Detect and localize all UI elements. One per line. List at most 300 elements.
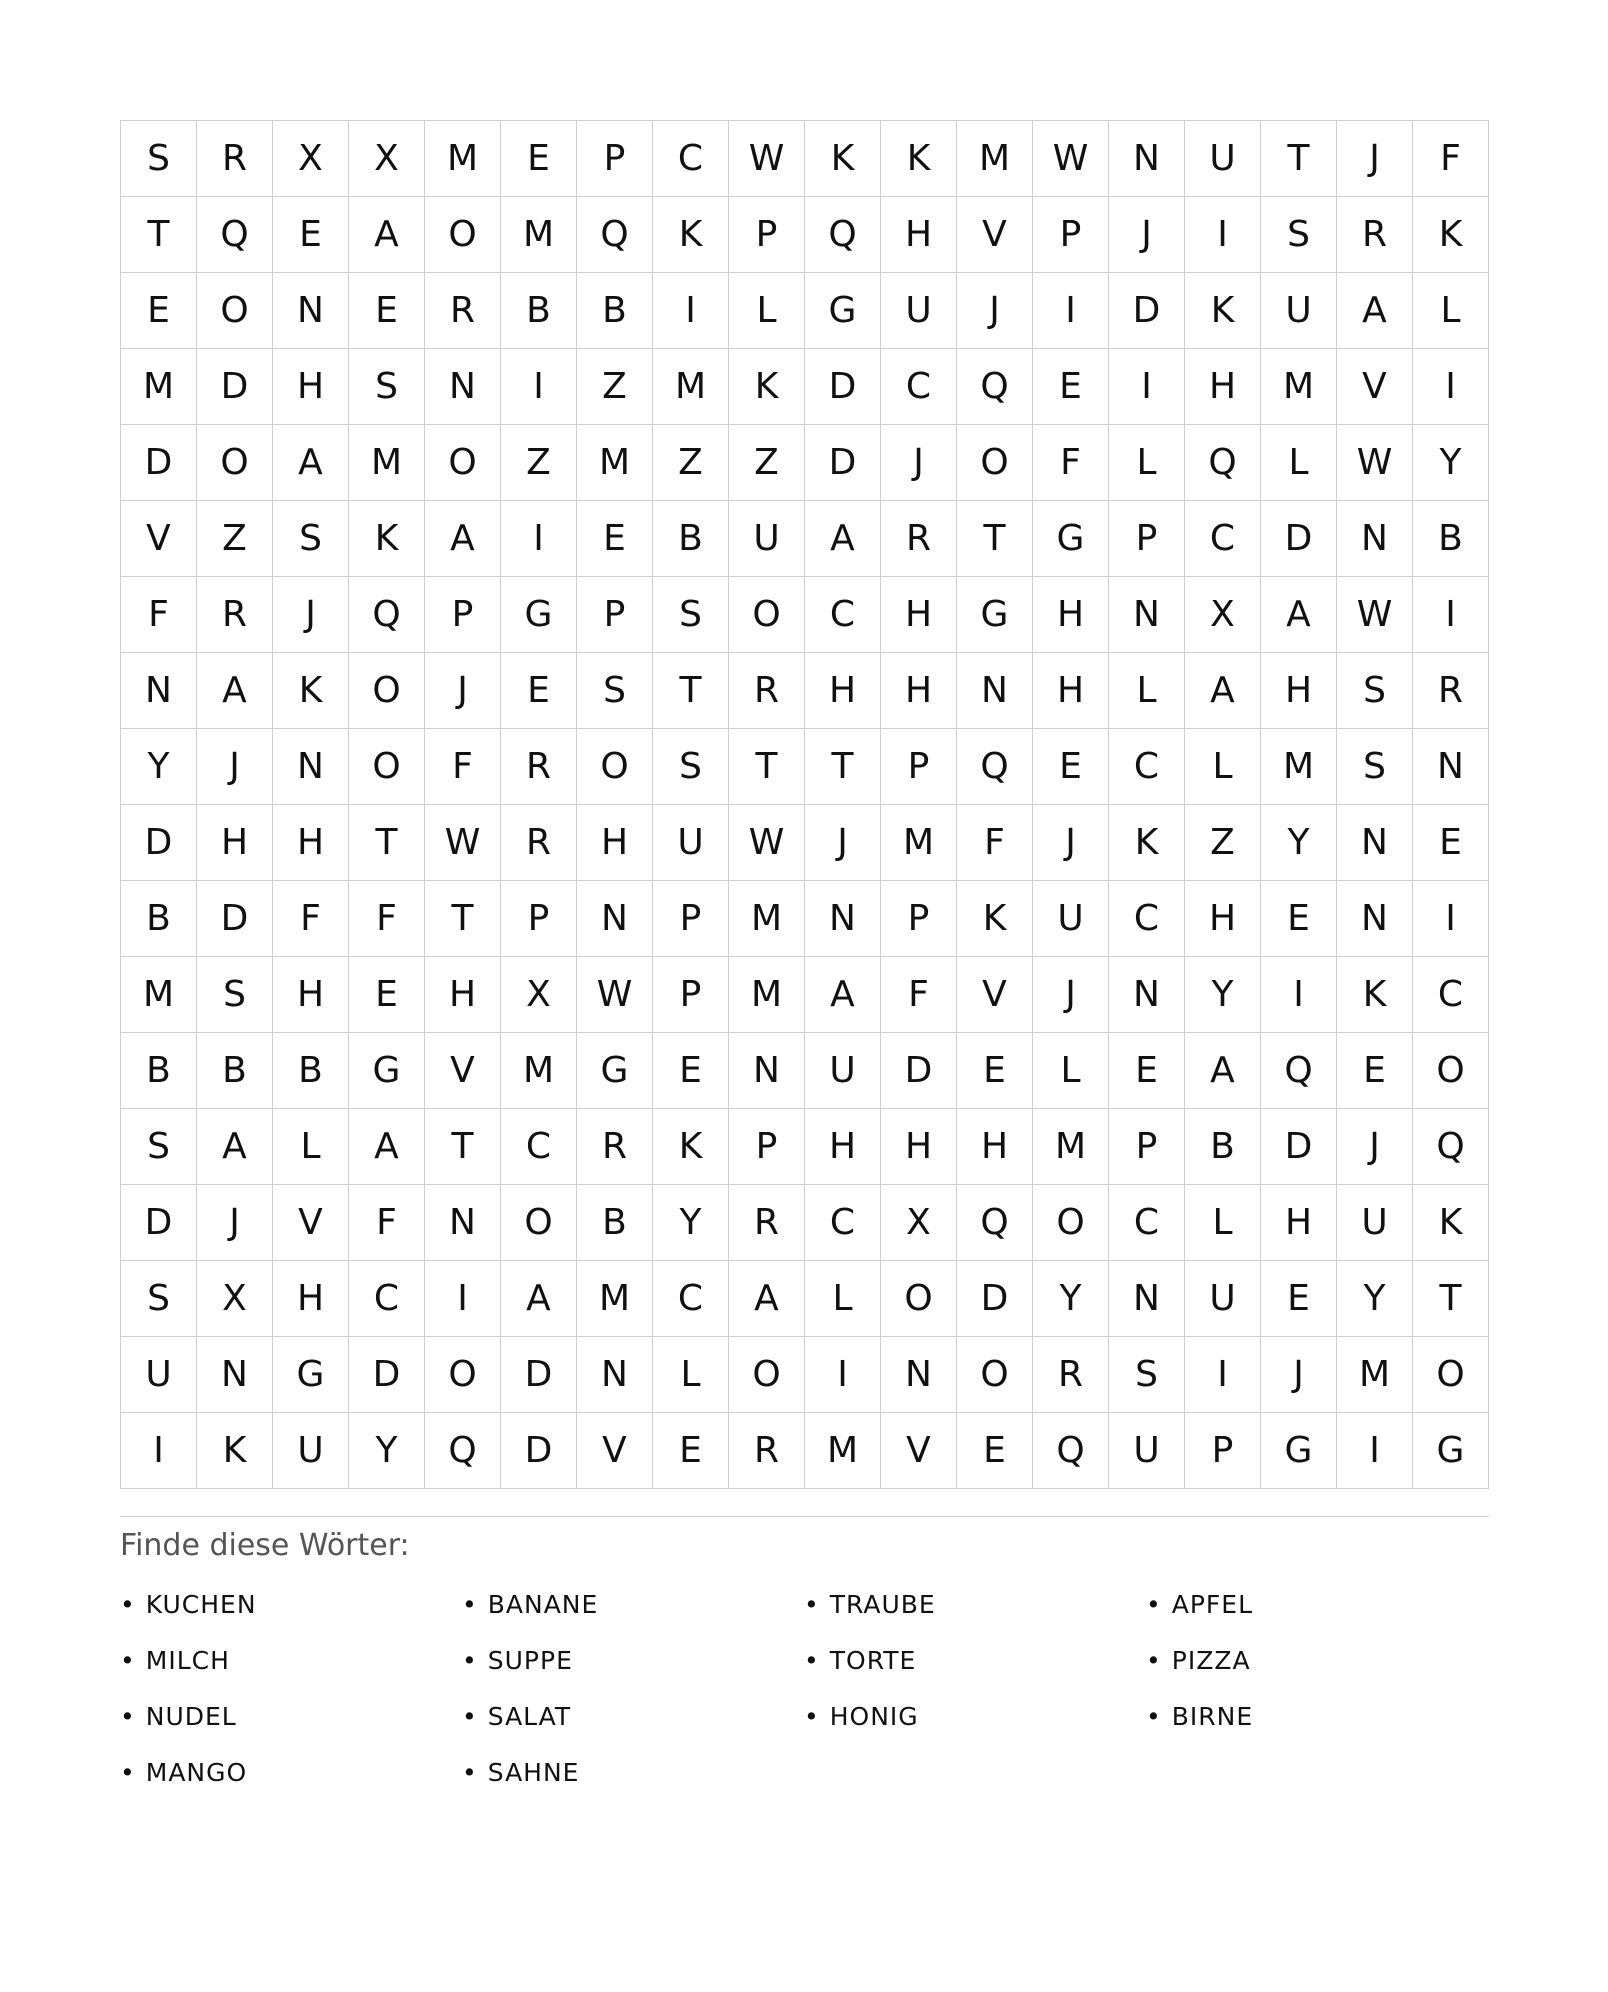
grid-cell[interactable]: Y — [1261, 805, 1337, 881]
grid-cell[interactable]: E — [653, 1033, 729, 1109]
grid-cell[interactable]: K — [197, 1413, 273, 1489]
grid-cell[interactable]: T — [349, 805, 425, 881]
grid-cell[interactable]: I — [1413, 577, 1489, 653]
grid-cell[interactable]: U — [1261, 273, 1337, 349]
grid-cell[interactable]: W — [1337, 577, 1413, 653]
grid-cell[interactable]: S — [1261, 197, 1337, 273]
grid-cell[interactable]: R — [425, 273, 501, 349]
grid-cell[interactable]: B — [577, 273, 653, 349]
grid-cell[interactable]: F — [121, 577, 197, 653]
grid-cell[interactable]: W — [425, 805, 501, 881]
grid-cell[interactable]: G — [1261, 1413, 1337, 1489]
grid-cell[interactable]: B — [273, 1033, 349, 1109]
grid-cell[interactable]: W — [1337, 425, 1413, 501]
grid-cell[interactable]: B — [121, 1033, 197, 1109]
grid-cell[interactable]: J — [881, 425, 957, 501]
grid-cell[interactable]: D — [1261, 501, 1337, 577]
grid-cell[interactable]: W — [577, 957, 653, 1033]
grid-cell[interactable]: G — [1413, 1413, 1489, 1489]
grid-cell[interactable]: F — [1413, 121, 1489, 197]
grid-cell[interactable]: Z — [577, 349, 653, 425]
grid-cell[interactable]: K — [653, 197, 729, 273]
grid-cell[interactable]: S — [1109, 1337, 1185, 1413]
grid-cell[interactable]: I — [501, 349, 577, 425]
grid-cell[interactable]: C — [653, 1261, 729, 1337]
grid-cell[interactable]: M — [729, 881, 805, 957]
grid-cell[interactable]: I — [1413, 349, 1489, 425]
grid-cell[interactable]: O — [729, 1337, 805, 1413]
grid-cell[interactable]: E — [577, 501, 653, 577]
grid-cell[interactable]: H — [1033, 577, 1109, 653]
grid-cell[interactable]: W — [729, 805, 805, 881]
grid-cell[interactable]: Q — [425, 1413, 501, 1489]
grid-cell[interactable]: I — [805, 1337, 881, 1413]
grid-cell[interactable]: N — [577, 1337, 653, 1413]
grid-cell[interactable]: N — [273, 729, 349, 805]
grid-cell[interactable]: K — [957, 881, 1033, 957]
grid-cell[interactable]: J — [1033, 957, 1109, 1033]
grid-cell[interactable]: F — [349, 1185, 425, 1261]
grid-cell[interactable]: I — [425, 1261, 501, 1337]
grid-cell[interactable]: L — [273, 1109, 349, 1185]
grid-cell[interactable]: Z — [501, 425, 577, 501]
grid-cell[interactable]: A — [273, 425, 349, 501]
grid-cell[interactable]: U — [1185, 1261, 1261, 1337]
grid-cell[interactable]: K — [1337, 957, 1413, 1033]
grid-cell[interactable]: H — [273, 349, 349, 425]
grid-cell[interactable]: D — [501, 1413, 577, 1489]
grid-cell[interactable]: C — [805, 577, 881, 653]
grid-cell[interactable]: N — [273, 273, 349, 349]
grid-cell[interactable]: K — [1413, 197, 1489, 273]
grid-cell[interactable]: V — [881, 1413, 957, 1489]
grid-cell[interactable]: R — [881, 501, 957, 577]
grid-cell[interactable]: I — [1261, 957, 1337, 1033]
grid-cell[interactable]: H — [197, 805, 273, 881]
grid-cell[interactable]: F — [957, 805, 1033, 881]
grid-cell[interactable]: E — [273, 197, 349, 273]
grid-cell[interactable]: S — [1337, 653, 1413, 729]
grid-cell[interactable]: P — [1033, 197, 1109, 273]
grid-cell[interactable]: V — [577, 1413, 653, 1489]
grid-cell[interactable]: T — [957, 501, 1033, 577]
grid-cell[interactable]: Q — [957, 349, 1033, 425]
grid-cell[interactable]: R — [197, 577, 273, 653]
grid-cell[interactable]: O — [1413, 1033, 1489, 1109]
grid-cell[interactable]: H — [273, 957, 349, 1033]
grid-cell[interactable]: D — [957, 1261, 1033, 1337]
grid-cell[interactable]: G — [957, 577, 1033, 653]
grid-cell[interactable]: S — [197, 957, 273, 1033]
grid-cell[interactable]: I — [121, 1413, 197, 1489]
grid-cell[interactable]: F — [425, 729, 501, 805]
grid-cell[interactable]: N — [957, 653, 1033, 729]
grid-cell[interactable]: B — [653, 501, 729, 577]
grid-cell[interactable]: C — [1185, 501, 1261, 577]
grid-cell[interactable]: A — [501, 1261, 577, 1337]
grid-cell[interactable]: R — [577, 1109, 653, 1185]
grid-cell[interactable]: H — [805, 653, 881, 729]
grid-cell[interactable]: G — [805, 273, 881, 349]
grid-cell[interactable]: N — [425, 1185, 501, 1261]
grid-cell[interactable]: P — [501, 881, 577, 957]
grid-cell[interactable]: J — [425, 653, 501, 729]
grid-cell[interactable]: A — [197, 653, 273, 729]
grid-cell[interactable]: P — [1109, 1109, 1185, 1185]
grid-cell[interactable]: B — [1413, 501, 1489, 577]
grid-cell[interactable]: X — [1185, 577, 1261, 653]
grid-cell[interactable]: S — [653, 729, 729, 805]
grid-cell[interactable]: N — [1109, 1261, 1185, 1337]
grid-cell[interactable]: L — [1185, 1185, 1261, 1261]
grid-cell[interactable]: H — [1261, 653, 1337, 729]
grid-cell[interactable]: Q — [957, 729, 1033, 805]
grid-cell[interactable]: M — [1261, 729, 1337, 805]
grid-cell[interactable]: V — [273, 1185, 349, 1261]
grid-cell[interactable]: P — [577, 577, 653, 653]
grid-cell[interactable]: O — [197, 273, 273, 349]
grid-cell[interactable]: Q — [1033, 1413, 1109, 1489]
grid-cell[interactable]: A — [1185, 653, 1261, 729]
grid-cell[interactable]: M — [501, 197, 577, 273]
grid-cell[interactable]: Q — [197, 197, 273, 273]
grid-cell[interactable]: H — [1033, 653, 1109, 729]
grid-cell[interactable]: M — [805, 1413, 881, 1489]
grid-cell[interactable]: O — [881, 1261, 957, 1337]
grid-cell[interactable]: C — [1413, 957, 1489, 1033]
grid-cell[interactable]: M — [425, 121, 501, 197]
grid-cell[interactable]: E — [1337, 1033, 1413, 1109]
grid-cell[interactable]: P — [881, 881, 957, 957]
grid-cell[interactable]: M — [1337, 1337, 1413, 1413]
grid-cell[interactable]: E — [653, 1413, 729, 1489]
grid-cell[interactable]: U — [1337, 1185, 1413, 1261]
grid-cell[interactable]: S — [1337, 729, 1413, 805]
grid-cell[interactable]: E — [501, 653, 577, 729]
grid-cell[interactable]: M — [1033, 1109, 1109, 1185]
grid-cell[interactable]: L — [729, 273, 805, 349]
grid-cell[interactable]: H — [881, 653, 957, 729]
grid-cell[interactable]: Q — [957, 1185, 1033, 1261]
grid-cell[interactable]: E — [121, 273, 197, 349]
grid-cell[interactable]: N — [121, 653, 197, 729]
grid-cell[interactable]: P — [729, 1109, 805, 1185]
grid-cell[interactable]: D — [1109, 273, 1185, 349]
grid-cell[interactable]: X — [501, 957, 577, 1033]
grid-cell[interactable]: I — [653, 273, 729, 349]
grid-cell[interactable]: W — [1033, 121, 1109, 197]
grid-cell[interactable]: J — [1033, 805, 1109, 881]
grid-cell[interactable]: E — [501, 121, 577, 197]
grid-cell[interactable]: K — [729, 349, 805, 425]
grid-cell[interactable]: Q — [1261, 1033, 1337, 1109]
grid-cell[interactable]: B — [1185, 1109, 1261, 1185]
grid-cell[interactable]: N — [1337, 881, 1413, 957]
grid-cell[interactable]: O — [957, 425, 1033, 501]
grid-cell[interactable]: T — [1261, 121, 1337, 197]
grid-cell[interactable]: O — [349, 653, 425, 729]
grid-cell[interactable]: G — [1033, 501, 1109, 577]
grid-cell[interactable]: L — [1413, 273, 1489, 349]
grid-cell[interactable]: J — [1337, 121, 1413, 197]
grid-cell[interactable]: L — [1109, 653, 1185, 729]
grid-cell[interactable]: P — [653, 881, 729, 957]
grid-cell[interactable]: E — [1109, 1033, 1185, 1109]
grid-cell[interactable]: P — [881, 729, 957, 805]
grid-cell[interactable]: V — [1337, 349, 1413, 425]
grid-cell[interactable]: L — [1109, 425, 1185, 501]
grid-cell[interactable]: S — [653, 577, 729, 653]
grid-cell[interactable]: J — [197, 729, 273, 805]
grid-cell[interactable]: H — [577, 805, 653, 881]
grid-cell[interactable]: Y — [1185, 957, 1261, 1033]
grid-cell[interactable]: S — [121, 121, 197, 197]
grid-cell[interactable]: G — [577, 1033, 653, 1109]
grid-cell[interactable]: R — [197, 121, 273, 197]
grid-cell[interactable]: H — [425, 957, 501, 1033]
grid-cell[interactable]: I — [1413, 881, 1489, 957]
grid-cell[interactable]: E — [957, 1033, 1033, 1109]
grid-cell[interactable]: C — [349, 1261, 425, 1337]
grid-cell[interactable]: U — [1109, 1413, 1185, 1489]
grid-cell[interactable]: H — [1261, 1185, 1337, 1261]
grid-cell[interactable]: S — [121, 1109, 197, 1185]
grid-cell[interactable]: H — [957, 1109, 1033, 1185]
grid-cell[interactable]: K — [805, 121, 881, 197]
grid-cell[interactable]: L — [1185, 729, 1261, 805]
grid-cell[interactable]: O — [425, 197, 501, 273]
grid-cell[interactable]: A — [425, 501, 501, 577]
grid-cell[interactable]: H — [805, 1109, 881, 1185]
grid-cell[interactable]: K — [1413, 1185, 1489, 1261]
grid-cell[interactable]: O — [425, 425, 501, 501]
grid-cell[interactable]: H — [881, 1109, 957, 1185]
grid-cell[interactable]: O — [1033, 1185, 1109, 1261]
grid-cell[interactable]: O — [501, 1185, 577, 1261]
grid-cell[interactable]: P — [653, 957, 729, 1033]
grid-cell[interactable]: E — [349, 957, 425, 1033]
grid-cell[interactable]: U — [805, 1033, 881, 1109]
grid-cell[interactable]: U — [1033, 881, 1109, 957]
grid-cell[interactable]: H — [273, 1261, 349, 1337]
grid-cell[interactable]: Z — [197, 501, 273, 577]
grid-cell[interactable]: B — [197, 1033, 273, 1109]
grid-cell[interactable]: C — [501, 1109, 577, 1185]
grid-cell[interactable]: Y — [1033, 1261, 1109, 1337]
grid-cell[interactable]: Z — [653, 425, 729, 501]
grid-cell[interactable]: Y — [1413, 425, 1489, 501]
grid-cell[interactable]: I — [1185, 1337, 1261, 1413]
grid-cell[interactable]: D — [197, 349, 273, 425]
grid-cell[interactable]: V — [425, 1033, 501, 1109]
grid-cell[interactable]: A — [1261, 577, 1337, 653]
grid-cell[interactable]: C — [881, 349, 957, 425]
grid-cell[interactable]: A — [729, 1261, 805, 1337]
grid-cell[interactable]: F — [881, 957, 957, 1033]
grid-cell[interactable]: I — [1033, 273, 1109, 349]
grid-cell[interactable]: Y — [653, 1185, 729, 1261]
grid-cell[interactable]: R — [1413, 653, 1489, 729]
grid-cell[interactable]: D — [197, 881, 273, 957]
grid-cell[interactable]: D — [121, 1185, 197, 1261]
grid-cell[interactable]: R — [729, 1185, 805, 1261]
grid-cell[interactable]: K — [1109, 805, 1185, 881]
grid-cell[interactable]: F — [1033, 425, 1109, 501]
grid-cell[interactable]: T — [1413, 1261, 1489, 1337]
grid-cell[interactable]: M — [121, 957, 197, 1033]
grid-cell[interactable]: P — [577, 121, 653, 197]
grid-cell[interactable]: G — [349, 1033, 425, 1109]
grid-cell[interactable]: C — [1109, 1185, 1185, 1261]
grid-cell[interactable]: P — [1185, 1413, 1261, 1489]
grid-cell[interactable]: M — [577, 1261, 653, 1337]
grid-cell[interactable]: V — [121, 501, 197, 577]
grid-cell[interactable]: Q — [805, 197, 881, 273]
grid-cell[interactable]: A — [1185, 1033, 1261, 1109]
grid-cell[interactable]: U — [881, 273, 957, 349]
grid-cell[interactable]: B — [577, 1185, 653, 1261]
grid-cell[interactable]: M — [881, 805, 957, 881]
grid-cell[interactable]: M — [349, 425, 425, 501]
grid-cell[interactable]: O — [957, 1337, 1033, 1413]
grid-cell[interactable]: N — [1109, 121, 1185, 197]
grid-cell[interactable]: D — [121, 805, 197, 881]
grid-cell[interactable]: N — [1337, 501, 1413, 577]
grid-cell[interactable]: N — [1413, 729, 1489, 805]
grid-cell[interactable]: N — [729, 1033, 805, 1109]
grid-cell[interactable]: O — [577, 729, 653, 805]
grid-cell[interactable]: I — [501, 501, 577, 577]
grid-cell[interactable]: J — [273, 577, 349, 653]
grid-cell[interactable]: E — [1033, 729, 1109, 805]
grid-cell[interactable]: E — [1033, 349, 1109, 425]
grid-cell[interactable]: R — [501, 805, 577, 881]
grid-cell[interactable]: S — [349, 349, 425, 425]
grid-cell[interactable]: A — [805, 501, 881, 577]
grid-cell[interactable]: Q — [1185, 425, 1261, 501]
grid-cell[interactable]: P — [425, 577, 501, 653]
grid-cell[interactable]: B — [501, 273, 577, 349]
grid-cell[interactable]: J — [957, 273, 1033, 349]
grid-cell[interactable]: H — [273, 805, 349, 881]
grid-cell[interactable]: N — [1337, 805, 1413, 881]
grid-cell[interactable]: V — [957, 957, 1033, 1033]
grid-cell[interactable]: N — [425, 349, 501, 425]
grid-cell[interactable]: L — [805, 1261, 881, 1337]
grid-cell[interactable]: F — [273, 881, 349, 957]
grid-cell[interactable]: A — [349, 197, 425, 273]
grid-cell[interactable]: P — [729, 197, 805, 273]
grid-cell[interactable]: H — [1185, 349, 1261, 425]
grid-cell[interactable]: A — [1337, 273, 1413, 349]
grid-cell[interactable]: X — [881, 1185, 957, 1261]
grid-cell[interactable]: I — [1337, 1413, 1413, 1489]
grid-cell[interactable]: M — [121, 349, 197, 425]
grid-cell[interactable]: K — [653, 1109, 729, 1185]
grid-cell[interactable]: R — [729, 653, 805, 729]
grid-cell[interactable]: M — [1261, 349, 1337, 425]
grid-cell[interactable]: Q — [349, 577, 425, 653]
grid-cell[interactable]: Z — [729, 425, 805, 501]
grid-cell[interactable]: D — [501, 1337, 577, 1413]
grid-cell[interactable]: R — [1033, 1337, 1109, 1413]
grid-cell[interactable]: U — [1185, 121, 1261, 197]
grid-cell[interactable]: Q — [1413, 1109, 1489, 1185]
grid-cell[interactable]: V — [957, 197, 1033, 273]
grid-cell[interactable]: J — [197, 1185, 273, 1261]
grid-cell[interactable]: O — [425, 1337, 501, 1413]
grid-cell[interactable]: D — [1261, 1109, 1337, 1185]
grid-cell[interactable]: N — [881, 1337, 957, 1413]
grid-cell[interactable]: R — [501, 729, 577, 805]
grid-cell[interactable]: C — [805, 1185, 881, 1261]
grid-cell[interactable]: H — [881, 577, 957, 653]
grid-cell[interactable]: J — [1337, 1109, 1413, 1185]
grid-cell[interactable]: B — [121, 881, 197, 957]
grid-cell[interactable]: S — [577, 653, 653, 729]
grid-cell[interactable]: L — [1033, 1033, 1109, 1109]
grid-cell[interactable]: J — [1261, 1337, 1337, 1413]
grid-cell[interactable]: A — [349, 1109, 425, 1185]
grid-cell[interactable]: K — [349, 501, 425, 577]
grid-cell[interactable]: M — [653, 349, 729, 425]
grid-cell[interactable]: C — [653, 121, 729, 197]
grid-cell[interactable]: G — [501, 577, 577, 653]
grid-cell[interactable]: U — [273, 1413, 349, 1489]
grid-cell[interactable]: H — [1185, 881, 1261, 957]
grid-cell[interactable]: L — [653, 1337, 729, 1413]
grid-cell[interactable]: Y — [121, 729, 197, 805]
grid-cell[interactable]: T — [805, 729, 881, 805]
grid-cell[interactable]: I — [1109, 349, 1185, 425]
grid-cell[interactable]: K — [273, 653, 349, 729]
grid-cell[interactable]: T — [121, 197, 197, 273]
grid-cell[interactable]: O — [729, 577, 805, 653]
grid-cell[interactable]: O — [349, 729, 425, 805]
grid-cell[interactable]: D — [805, 349, 881, 425]
grid-cell[interactable]: T — [653, 653, 729, 729]
grid-cell[interactable]: T — [425, 881, 501, 957]
grid-cell[interactable]: D — [881, 1033, 957, 1109]
grid-cell[interactable]: N — [1109, 957, 1185, 1033]
grid-cell[interactable]: M — [729, 957, 805, 1033]
grid-cell[interactable]: K — [881, 121, 957, 197]
grid-cell[interactable]: U — [653, 805, 729, 881]
grid-cell[interactable]: J — [1109, 197, 1185, 273]
grid-cell[interactable]: R — [1337, 197, 1413, 273]
grid-cell[interactable]: X — [273, 121, 349, 197]
grid-cell[interactable]: Y — [349, 1413, 425, 1489]
grid-cell[interactable]: C — [1109, 729, 1185, 805]
grid-cell[interactable]: M — [957, 121, 1033, 197]
grid-cell[interactable]: O — [1413, 1337, 1489, 1413]
grid-cell[interactable]: S — [121, 1261, 197, 1337]
grid-cell[interactable]: O — [197, 425, 273, 501]
grid-cell[interactable]: N — [197, 1337, 273, 1413]
grid-cell[interactable]: E — [1261, 881, 1337, 957]
grid-cell[interactable]: E — [957, 1413, 1033, 1489]
grid-cell[interactable]: M — [501, 1033, 577, 1109]
grid-cell[interactable]: C — [1109, 881, 1185, 957]
grid-cell[interactable]: R — [729, 1413, 805, 1489]
grid-cell[interactable]: E — [349, 273, 425, 349]
grid-cell[interactable]: W — [729, 121, 805, 197]
grid-cell[interactable]: M — [577, 425, 653, 501]
grid-cell[interactable]: G — [273, 1337, 349, 1413]
grid-cell[interactable]: Y — [1337, 1261, 1413, 1337]
grid-cell[interactable]: T — [425, 1109, 501, 1185]
grid-cell[interactable]: E — [1413, 805, 1489, 881]
